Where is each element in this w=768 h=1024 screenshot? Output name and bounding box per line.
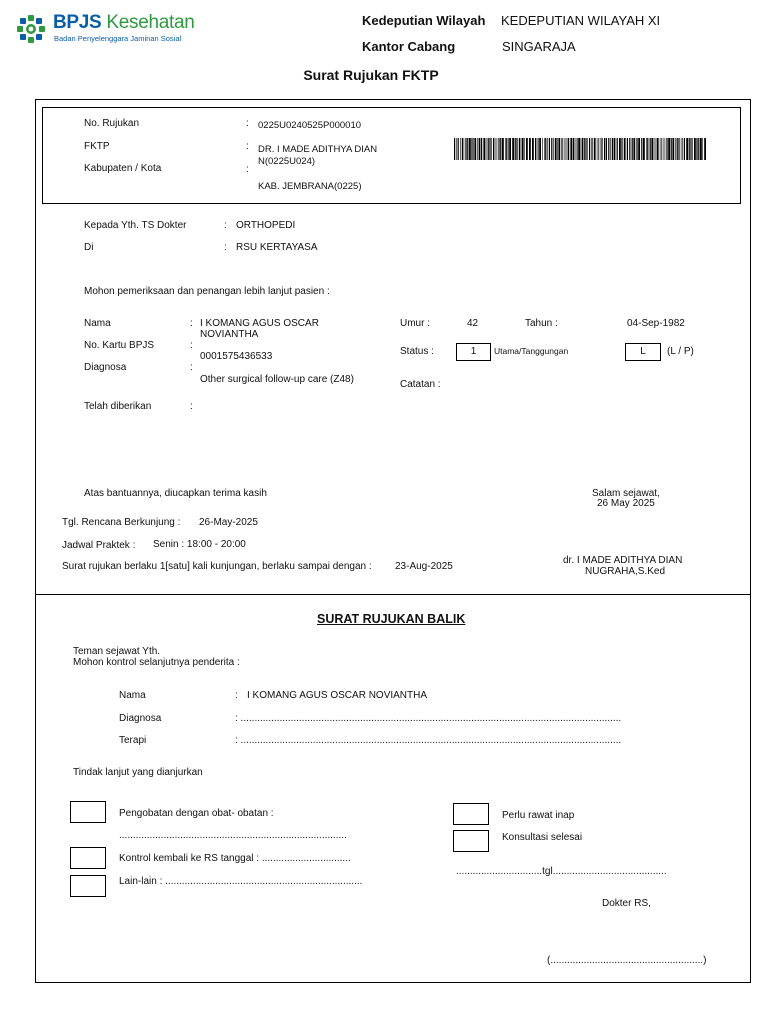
request-text: Mohon pemeriksaan dan penangan lebih lanjut pasien : xyxy=(84,286,330,297)
barcode-bar xyxy=(493,138,494,160)
patient-name-line2: NOVIANTHA xyxy=(200,329,259,340)
barcode-bar xyxy=(597,138,598,160)
barcode-bar xyxy=(529,138,531,160)
barcode-bar xyxy=(651,138,653,160)
barcode-bar xyxy=(506,138,507,160)
treatment-given-label: Telah diberikan xyxy=(84,401,152,412)
barcode-bar xyxy=(564,138,565,160)
barcode-bar xyxy=(465,138,466,160)
barcode-bar xyxy=(621,138,622,160)
barcode-bar xyxy=(454,138,455,160)
hospital-doctor-label: Dokter RS, xyxy=(602,898,651,909)
barcode-bar xyxy=(516,138,517,160)
colon: : xyxy=(190,401,193,412)
barcode-bar xyxy=(532,138,534,160)
place-date-line: ...............................tgl......................................... xyxy=(456,866,667,877)
barcode-bar xyxy=(689,138,690,160)
barcode-bar xyxy=(633,138,635,160)
doctor-name-line1: dr. I MADE ADITHYA DIAN xyxy=(563,555,683,566)
medication-checkbox[interactable] xyxy=(70,801,106,823)
consultation-done-checkbox[interactable] xyxy=(453,830,489,852)
barcode-bar xyxy=(481,138,482,160)
barcode-bar xyxy=(585,138,586,160)
barcode-bar xyxy=(555,138,557,160)
barcode-bar xyxy=(632,138,633,160)
medication-dots: .................................................................................. xyxy=(119,830,347,841)
birth-date: 04-Sep-1982 xyxy=(627,318,685,329)
age-value: 42 xyxy=(467,318,479,329)
schedule-label: Jadwal Praktek : xyxy=(62,540,136,551)
barcode-bar xyxy=(584,138,585,160)
patient-name-label: Nama xyxy=(84,318,111,329)
barcode-bar xyxy=(602,138,603,160)
barcode-bar xyxy=(608,138,609,160)
sex-description: (L / P) xyxy=(667,346,694,357)
barcode-bar xyxy=(636,138,637,160)
barcode-bar xyxy=(600,138,601,160)
barcode-bar xyxy=(464,138,465,160)
barcode-bar xyxy=(646,138,647,160)
barcode-bar xyxy=(587,138,588,160)
barcode-bar xyxy=(654,138,655,160)
therapy-label: Terapi xyxy=(119,735,147,746)
barcode-bar xyxy=(629,138,630,160)
greeting-text: Salam sejawat, xyxy=(592,488,660,499)
document-title: Surat Rujukan FKTP xyxy=(303,67,439,83)
barcode-bar xyxy=(538,138,539,160)
barcode-bar xyxy=(508,138,509,160)
section-divider xyxy=(35,594,751,595)
colon: : xyxy=(246,141,249,152)
barcode-bar xyxy=(519,138,520,160)
barcode-bar xyxy=(690,138,691,160)
barcode-bar xyxy=(594,138,596,160)
other-checkbox[interactable] xyxy=(70,875,106,897)
fktp-label: FKTP xyxy=(84,141,110,152)
colon: : xyxy=(246,118,249,129)
barcode-bar xyxy=(610,138,611,160)
barcode-bar xyxy=(694,138,696,160)
barcode-bar xyxy=(666,138,667,160)
barcode-bar xyxy=(483,138,485,160)
barcode-bar xyxy=(575,138,576,160)
branch-value: SINGARAJA xyxy=(502,39,576,54)
barcode-bar xyxy=(660,138,661,160)
fktp-value-line1: DR. I MADE ADITHYA DIAN xyxy=(258,144,378,155)
barcode-bar xyxy=(553,138,554,160)
colon: : xyxy=(190,362,193,373)
barcode-bar xyxy=(566,138,567,160)
inpatient-checkbox[interactable] xyxy=(453,803,489,825)
barcode-bar xyxy=(604,138,605,160)
barcode-bar xyxy=(677,138,678,160)
barcode-bar xyxy=(696,138,697,160)
regency-label: Kabupaten / Kota xyxy=(84,163,162,174)
colon: : xyxy=(224,220,227,231)
barcode-bar xyxy=(684,138,685,160)
barcode-bar xyxy=(578,138,580,160)
validity-text: Surat rujukan berlaku 1[satu] kali kunjungan, berlaku sampai dengan : xyxy=(62,561,372,572)
barcode-bar xyxy=(497,138,498,160)
barcode-bar xyxy=(656,138,657,160)
other-option: Lain-lain : ....................................................................... xyxy=(119,876,363,887)
referral-barcode xyxy=(454,138,706,160)
barcode-bar xyxy=(641,138,642,160)
logo-subtitle: Badan Penyelenggara Jaminan Sosial xyxy=(54,34,182,43)
patient-name-line1: I KOMANG AGUS OSCAR xyxy=(200,318,319,329)
barcode-bar xyxy=(462,138,463,160)
barcode-bar xyxy=(558,138,560,160)
barcode-bar xyxy=(486,138,487,160)
logo-wordmark: BPJS Kesehatan xyxy=(53,12,195,33)
barcode-bar xyxy=(522,138,524,160)
barcode-bar xyxy=(495,138,496,160)
addressee-value: ORTHOPEDI xyxy=(236,220,296,231)
barcode-bar xyxy=(521,138,522,160)
barcode-bar xyxy=(671,138,672,160)
back-name-label: Nama xyxy=(119,690,146,701)
barcode-bar xyxy=(581,138,582,160)
barcode-bar xyxy=(692,138,693,160)
colon: : xyxy=(224,242,227,253)
sex-box: L xyxy=(625,343,661,361)
colon: : xyxy=(246,164,249,175)
barcode-bar xyxy=(573,138,574,160)
barcode-bar xyxy=(460,138,461,160)
barcode-bar xyxy=(471,138,472,160)
barcode-bar xyxy=(704,138,706,160)
signature-line: (.......................................................) xyxy=(547,955,707,966)
barcode-bar xyxy=(589,138,590,160)
region-label: Kedeputian Wilayah xyxy=(362,13,486,28)
region-value: KEDEPUTIAN WILAYAH XI xyxy=(501,13,661,28)
barcode-bar xyxy=(678,138,679,160)
barcode-bar xyxy=(549,138,550,160)
barcode-bar xyxy=(686,138,688,160)
barcode-bar xyxy=(489,138,490,160)
fktp-value-line2: N(0225U024) xyxy=(258,156,316,167)
barcode-bar xyxy=(598,138,599,160)
barcode-bar xyxy=(672,138,674,160)
barcode-bar xyxy=(668,138,670,160)
barcode-bar xyxy=(473,138,474,160)
year-label: Tahun : xyxy=(525,318,558,329)
status-description: Utama/Tanggungan xyxy=(494,346,569,356)
barcode-bar xyxy=(700,138,702,160)
status-box: 1 xyxy=(456,343,491,361)
inpatient-option: Perlu rawat inap xyxy=(502,810,575,821)
barcode-bar xyxy=(537,138,538,160)
barcode-bar xyxy=(665,138,666,160)
diagnosis-label: Diagnosa xyxy=(84,362,127,373)
barcode-bar xyxy=(647,138,648,160)
barcode-bar xyxy=(617,138,618,160)
barcode-bar xyxy=(505,138,506,160)
barcode-bar xyxy=(524,138,525,160)
diagnosis-value: Other surgical follow-up care (Z48) xyxy=(200,374,354,385)
barcode-bar xyxy=(698,138,699,160)
referral-number-label: No. Rujukan xyxy=(84,118,140,129)
regency-value: KAB. JEMBRANA(0225) xyxy=(258,181,362,192)
barcode-bar xyxy=(702,138,703,160)
barcode-bar xyxy=(526,138,528,160)
back-diagnosis-dots: : ......................................................................................................................................... xyxy=(235,713,622,724)
barcode-bar xyxy=(576,138,577,160)
barcode-bar xyxy=(570,138,572,160)
addressee-label: Kepada Yth. TS Dokter xyxy=(84,220,187,231)
control-request-text: Mohon kontrol selanjutnya penderita : xyxy=(73,657,240,668)
barcode-bar xyxy=(663,138,664,160)
barcode-bar xyxy=(498,138,499,160)
back-diagnosis-label: Diagnosa xyxy=(119,713,162,724)
barcode-bar xyxy=(509,138,511,160)
age-label: Umur : xyxy=(400,318,430,329)
barcode-bar xyxy=(675,138,676,160)
validity-date: 23-Aug-2025 xyxy=(395,561,453,572)
barcode-bar xyxy=(551,138,552,160)
barcode-bar xyxy=(657,138,659,160)
visit-plan-value: 26-May-2025 xyxy=(199,517,258,528)
document-frame xyxy=(35,99,751,983)
thanks-text: Atas bantuannya, diucapkan terima kasih xyxy=(84,488,267,499)
medication-option: Pengobatan dengan obat- obatan : xyxy=(119,808,274,819)
barcode-bar xyxy=(500,138,501,160)
back-name-value: I KOMANG AGUS OSCAR NOVIANTHA xyxy=(247,690,428,701)
barcode-bar xyxy=(582,138,583,160)
back-referral-title: SURAT RUJUKAN BALIK xyxy=(317,612,466,626)
barcode-bar xyxy=(512,138,514,160)
colon: : xyxy=(235,690,238,701)
barcode-bar xyxy=(591,138,592,160)
barcode-bar xyxy=(539,138,541,160)
location-value: RSU KERTAYASA xyxy=(236,242,318,253)
barcode-bar xyxy=(491,138,492,160)
barcode-bar xyxy=(624,138,626,160)
notes-label: Catatan : xyxy=(400,379,441,390)
doctor-name-line2: NUGRAHA,S.Ked xyxy=(585,566,666,577)
barcode-bar xyxy=(614,138,616,160)
barcode-bar xyxy=(545,138,546,160)
referral-number-value: 0225U0240525P000010 xyxy=(258,120,362,131)
visit-plan-label: Tgl. Rencana Berkunjung : xyxy=(62,517,181,528)
barcode-bar xyxy=(542,138,543,160)
colon: : xyxy=(190,340,193,351)
barcode-bar xyxy=(458,138,459,160)
barcode-bar xyxy=(650,138,651,160)
bpjs-logo xyxy=(16,14,196,46)
barcode-bar xyxy=(619,138,621,160)
barcode-bar xyxy=(469,138,471,160)
barcode-bar xyxy=(477,138,478,160)
barcode-bar xyxy=(488,138,489,160)
consultation-done-option: Konsultasi selesai xyxy=(502,832,583,843)
branch-label: Kantor Cabang xyxy=(362,39,456,54)
bpjs-card-label: No. Kartu BPJS xyxy=(84,340,155,351)
barcode-bar xyxy=(479,138,481,160)
barcode-bar xyxy=(627,138,628,160)
barcode-bar xyxy=(577,138,578,160)
barcode-bar xyxy=(682,138,683,160)
barcode-bar xyxy=(661,138,662,160)
barcode-bar xyxy=(456,138,457,160)
barcode-bar xyxy=(557,138,558,160)
control-option: Kontrol kembali ke RS tanggal : ................................ xyxy=(119,853,351,864)
barcode-bar xyxy=(474,138,476,160)
barcode-bar xyxy=(544,138,545,160)
salutation-text: Teman sejawat Yth. xyxy=(73,646,161,657)
barcode-bar xyxy=(568,138,569,160)
barcode-bar xyxy=(612,138,613,160)
bpjs-card-value: 0001575436533 xyxy=(200,351,273,362)
schedule-value: Senin : 18:00 - 20:00 xyxy=(153,539,246,550)
follow-up-label: Tindak lanjut yang dianjurkan xyxy=(73,767,203,778)
therapy-dots: : ......................................................................................................................................... xyxy=(235,735,622,746)
barcode-bar xyxy=(643,138,645,160)
colon: : xyxy=(190,318,193,329)
barcode-bar xyxy=(606,138,607,160)
barcode-bar xyxy=(547,138,548,160)
location-label: Di xyxy=(84,242,94,253)
greeting-date: 26 May 2025 xyxy=(597,498,655,509)
control-checkbox[interactable] xyxy=(70,847,106,869)
barcode-bar xyxy=(467,138,468,160)
barcode-bar xyxy=(535,138,536,160)
barcode-bar xyxy=(502,138,504,160)
barcode-bar xyxy=(681,138,682,160)
barcode-bar xyxy=(567,138,568,160)
status-label: Status : xyxy=(400,346,434,357)
barcode-bar xyxy=(601,138,602,160)
barcode-bar xyxy=(561,138,562,160)
barcode-bar xyxy=(515,138,516,160)
barcode-bar xyxy=(638,138,640,160)
bpjs-logo-icon xyxy=(16,14,46,44)
